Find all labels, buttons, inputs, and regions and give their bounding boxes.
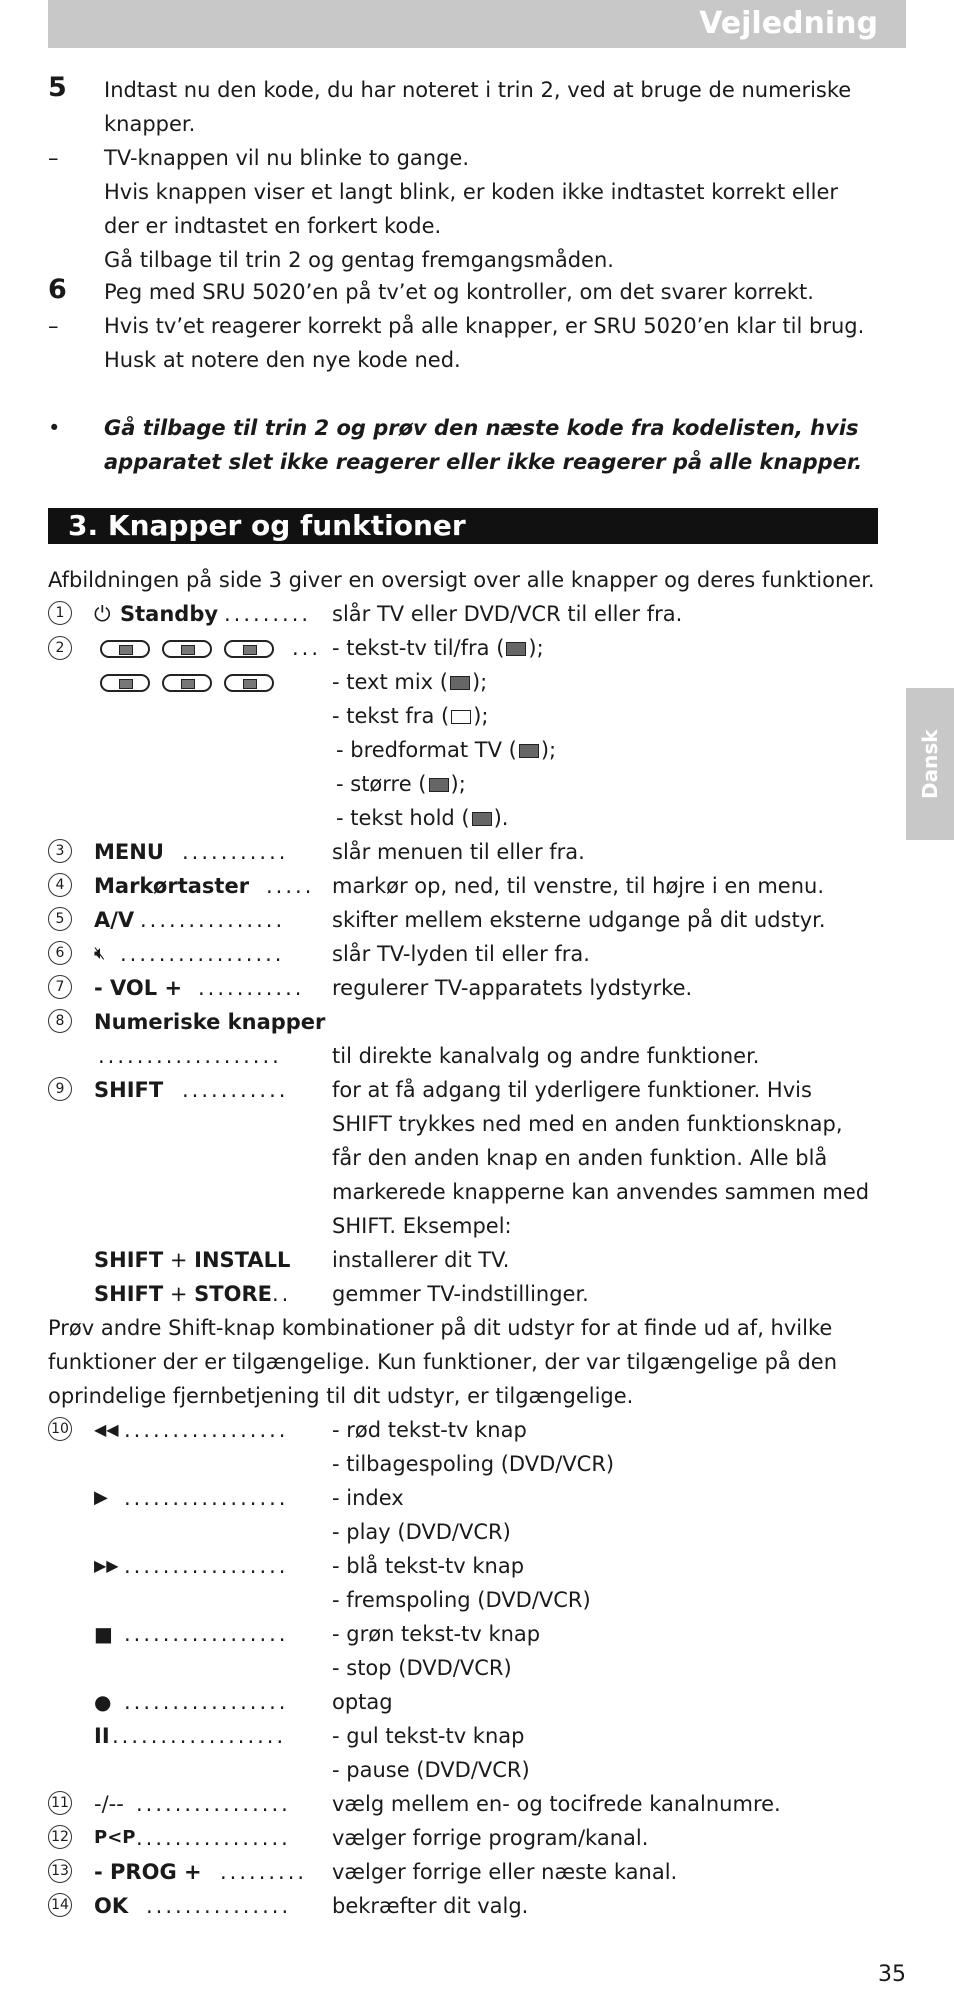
desc-shift: for at få adgang til yderligere funktioner. Hvis (332, 1078, 812, 1102)
key-numeric: Numeriske knapper (94, 1010, 326, 1034)
desc-volume: regulerer TV-apparatets lydstyrke. (332, 976, 693, 1000)
teletext-desc: - bredformat TV ( ); (336, 738, 557, 762)
step-5-text: knapper. (104, 112, 196, 136)
key-ok: OK (94, 1894, 129, 1918)
item-number: 8 (48, 1009, 72, 1033)
leader-dots: ......... (224, 602, 312, 626)
teletext-desc: - text mix ( ); (332, 670, 488, 694)
leader-dots: ................ (136, 1792, 291, 1816)
hold-mini-icon (472, 812, 492, 826)
dash-marker: – (48, 314, 59, 338)
fast-forward-icon: ▶▶ (94, 1556, 119, 1575)
item-number: 6 (48, 941, 72, 965)
item-number: 10 (48, 1417, 72, 1441)
item-number: 9 (48, 1077, 72, 1101)
section-title: 3. Knapper og funktioner (68, 509, 466, 542)
desc-standby: slår TV eller DVD/VCR til eller fra. (332, 602, 683, 626)
desc-store: gemmer TV-indstillinger. (332, 1282, 589, 1306)
desc-ok: bekræfter dit valg. (332, 1894, 529, 1918)
key-av: A/V (94, 908, 135, 932)
text-off-mini-icon (451, 710, 471, 724)
desc-menu: slår menuen til eller fra. (332, 840, 585, 864)
pause-icon: II (94, 1724, 110, 1748)
desc-play: - index (332, 1486, 404, 1510)
desc-shift: markerede knapperne kan anvendes sammen med (332, 1180, 870, 1204)
desc-fast-forward: - fremspoling (DVD/VCR) (332, 1588, 591, 1612)
rewind-icon: ◀◀ (94, 1420, 119, 1439)
leader-dots: ................. (124, 1486, 289, 1510)
leader-dots: ................. (124, 1418, 289, 1442)
desc-mute: slår TV-lyden til eller fra. (332, 942, 590, 966)
desc-record: optag (332, 1690, 393, 1714)
leader-dots: ................ (136, 1826, 291, 1850)
paragraph-text: oprindelige fjernbetjening til dit udstyr, er tilgængelige. (48, 1384, 634, 1408)
item-number: 7 (48, 975, 72, 999)
key-shift: SHIFT (94, 1078, 164, 1102)
record-icon: ● (94, 1690, 112, 1714)
key-digits: -/-- (94, 1792, 124, 1816)
stop-icon: ■ (94, 1622, 113, 1646)
desc-pause: - pause (DVD/VCR) (332, 1758, 530, 1782)
key-volume: - VOL + (94, 976, 183, 1000)
desc-cursor: markør op, ned, til venstre, til højre i en menu. (332, 874, 824, 898)
bullet-marker: • (48, 416, 61, 440)
teletext-desc: - tekst fra ( ); (332, 704, 489, 728)
step-6-number: 6 (48, 274, 67, 305)
leader-dots: ........... (182, 1078, 289, 1102)
desc-stop: - stop (DVD/VCR) (332, 1656, 512, 1680)
desc-program: vælger forrige eller næste kanal. (332, 1860, 678, 1884)
leader-dots: ........... (182, 840, 289, 864)
enlarge-mini-icon (429, 778, 449, 792)
text-mix-mini-icon (450, 676, 470, 690)
item-number: 4 (48, 873, 72, 897)
leader-dots: ................. (124, 1690, 289, 1714)
item-number: 14 (48, 1893, 72, 1917)
combo-shift-store: SHIFT + STORE.. (94, 1282, 292, 1306)
teletext-desc: - større ( ); (336, 772, 466, 796)
item-number: 1 (48, 601, 72, 625)
key-standby: Standby (120, 602, 219, 626)
key-previous-program: P<P (94, 1827, 136, 1848)
combo-shift-install: SHIFT + INSTALL (94, 1248, 291, 1272)
item-number: 5 (48, 907, 72, 931)
teletext-desc: - tekst hold ( ). (336, 806, 509, 830)
note-text: apparatet slet ikke reagerer eller ikke reagerer på alle knapper. (104, 450, 863, 474)
step-5-dash-text: TV-knappen vil nu blinke to gange. (104, 146, 470, 170)
key-menu: MENU (94, 840, 164, 864)
enlarge-button-icon (162, 674, 212, 692)
teletext-button-icon (100, 640, 150, 658)
key-program: - PROG + (94, 1860, 202, 1884)
step-5-dash-text: Hvis knappen viser et langt blink, er koden ikke indtastet korrekt eller (104, 180, 839, 204)
paragraph-text: Prøv andre Shift-knap kombinationer på dit udstyr for at finde ud af, hvilke (48, 1316, 833, 1340)
key-cursor: Markørtaster (94, 874, 250, 898)
hold-button-icon (224, 674, 274, 692)
teletext-mini-icon (506, 642, 526, 656)
leader-dots: .................. (112, 1724, 287, 1748)
side-tab-label: Dansk (918, 729, 942, 799)
desc-play: - play (DVD/VCR) (332, 1520, 511, 1544)
desc-rewind: - rød tekst-tv knap (332, 1418, 527, 1442)
desc-install: installerer dit TV. (332, 1248, 510, 1272)
mute-icon: 🔇︎ (94, 943, 106, 964)
desc-rewind: - tilbagespoling (DVD/VCR) (332, 1452, 615, 1476)
widescreen-mini-icon (519, 744, 539, 758)
item-number: 3 (48, 839, 72, 863)
power-icon: ⏻ (94, 602, 111, 626)
text-mix-button-icon (162, 640, 212, 658)
desc-pause: - gul tekst-tv knap (332, 1724, 525, 1748)
leader-dots: ......... (220, 1860, 308, 1884)
desc-digits: vælg mellem en- og tocifrede kanalnumre. (332, 1792, 781, 1816)
desc-shift: får den anden knap en anden funktion. Alle blå (332, 1146, 828, 1170)
play-icon: ▶ (94, 1487, 108, 1508)
step-5-text: Indtast nu den kode, du har noteret i trin 2, ved at bruge de numeriske (104, 78, 852, 102)
page-number: 35 (878, 1962, 906, 1987)
paragraph-text: funktioner der er tilgængelige. Kun funktioner, der var tilgængelige på den (48, 1350, 838, 1374)
leader-dots: ............... (140, 908, 286, 932)
leader-dots: ..... (266, 874, 315, 898)
desc-av: skifter mellem eksterne udgange på dit udstyr. (332, 908, 826, 932)
text-off-button-icon (224, 640, 274, 658)
note-text: Gå tilbage til trin 2 og prøv den næste kode fra kodelisten, hvis (104, 416, 859, 440)
desc-shift: SHIFT. Eksempel: (332, 1214, 512, 1238)
dash-marker: – (48, 146, 59, 170)
step-5-dash-text: Gå tilbage til trin 2 og gentag fremgangsmåden. (104, 248, 614, 272)
item-number: 13 (48, 1859, 72, 1883)
item-number: 2 (48, 636, 72, 660)
step-6-dash-text: Husk at notere den nye kode ned. (104, 348, 461, 372)
desc-stop: - grøn tekst-tv knap (332, 1622, 541, 1646)
desc-previous-program: vælger forrige program/kanal. (332, 1826, 649, 1850)
leader-dots: ................. (120, 942, 285, 966)
section-intro: Afbildningen på side 3 giver en oversigt over alle knapper og deres funktioner. (48, 568, 875, 592)
desc-fast-forward: - blå tekst-tv knap (332, 1554, 525, 1578)
step-6-text: Peg med SRU 5020’en på tv’et og kontroller, om det svarer korrekt. (104, 280, 814, 304)
header-title: Vejledning (699, 6, 878, 41)
widescreen-button-icon (100, 674, 150, 692)
leader-dots: ................. (124, 1622, 289, 1646)
leader-dots: ............... (146, 1894, 292, 1918)
leader-dots: ........... (198, 976, 305, 1000)
desc-shift: SHIFT trykkes ned med en anden funktionsknap, (332, 1112, 843, 1136)
step-6-dash-text: Hvis tv’et reagerer korrekt på alle knapper, er SRU 5020’en klar til brug. (104, 314, 865, 338)
teletext-desc: - tekst-tv til/fra ( ); (332, 636, 544, 660)
step-5-dash-text: der er indtastet en forkert kode. (104, 214, 442, 238)
item-number: 12 (48, 1825, 72, 1849)
step-5-number: 5 (48, 72, 67, 103)
leader-dots: ................. (124, 1554, 289, 1578)
item-number: 11 (48, 1791, 72, 1815)
leader-dots: ... (292, 636, 322, 660)
desc-numeric: til direkte kanalvalg og andre funktioner. (332, 1044, 760, 1068)
leader-dots: ................... (98, 1044, 282, 1068)
